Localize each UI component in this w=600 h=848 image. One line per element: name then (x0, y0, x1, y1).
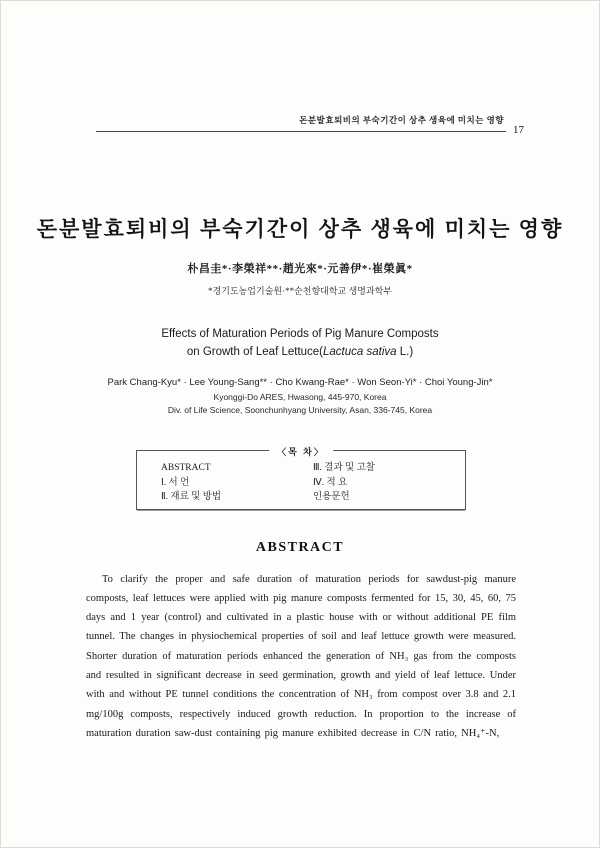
toc-columns (137, 451, 465, 505)
abstract-heading: ABSTRACT (255, 539, 345, 555)
paper-title-korean: 돈분발효퇴비의 부숙기간이 상추 생육에 미치는 영향 (36, 217, 564, 242)
authors-hanja: 朴昌圭*·李榮祥**·趙光來*·元善伊*·崔榮眞* (187, 263, 413, 275)
abstract-text: To clarify the proper and safe duration of maturation periods for sawdust-pig manure composts, leaf lettuces were applied with pig manure composts fermented for 15, 30, 45, 60, 75 days and 1 year (control) and cultivated in a plastic house with or without additional PE film tunnel. The changes in physiochemical properties of soil and leaf lettuce growth were measured. Shorter duration of maturation periods enhanced the generation of NH₃ gas from the composts and resulted in significant decrease in seed germination, growth and yield of leaf lettuce. Under with and without PE tunnel conditions the concentration of NH₃ from compost over 3.8 and 2.1 mg/100g composts, respectively induced growth reduction. In proportion to the increase of maturation duration saw-dust containing pig manure exhibited decrease in C/N ratio, NH₄⁺-N, (86, 573, 516, 739)
header-rule (96, 131, 506, 132)
species-name: Lactuca sativa (323, 346, 397, 358)
toc-box (136, 447, 466, 510)
running-title: 돈분발효퇴비의 부숙기간이 상추 생육에 미치는 영향 (299, 115, 504, 125)
toc-item-materials-methods: Ⅱ. 재료 및 방법 (161, 492, 222, 502)
toc-item-summary: Ⅳ. 적 요 (313, 477, 348, 488)
english-title-line2-suffix: L.) (396, 346, 414, 358)
toc-column-right (313, 461, 465, 505)
english-title-line2 (1, 343, 599, 361)
toc-item-results-discussion: Ⅲ. 결과 및 고찰 (313, 463, 375, 473)
affiliation-english-1: Kyonggi-Do ARES, Hwasong, 445-970, Korea (213, 392, 387, 402)
english-title-line2-prefix: on Growth of Leaf Lettuce( (186, 346, 324, 358)
page-number: 17 (513, 124, 524, 136)
toc-item-introduction: Ⅰ. 서 언 (161, 477, 190, 488)
affiliation-english-2: Div. of Life Science, Soonchunhyang University, Asan, 336-745, Korea (167, 405, 433, 415)
paper-title-english (1, 325, 599, 361)
toc-label: 〈목 차〉 (269, 445, 333, 458)
toc-item-abstract: ABSTRACT (161, 463, 211, 473)
toc-column-left (161, 461, 313, 505)
authors-english: Park Chang-Kyu* · Lee Young-Sang** · Cho Kwang-Rae* · Won Seon-Yi* · Choi Young-Jin* (107, 377, 493, 388)
affiliation-korean: *경기도농업기술원·**순천향대학교 생명과학부 (208, 286, 392, 296)
english-title-line1: Effects of Maturation Periods of Pig Manure Composts (161, 328, 439, 340)
toc-item-references: 인용문헌 (313, 492, 350, 502)
